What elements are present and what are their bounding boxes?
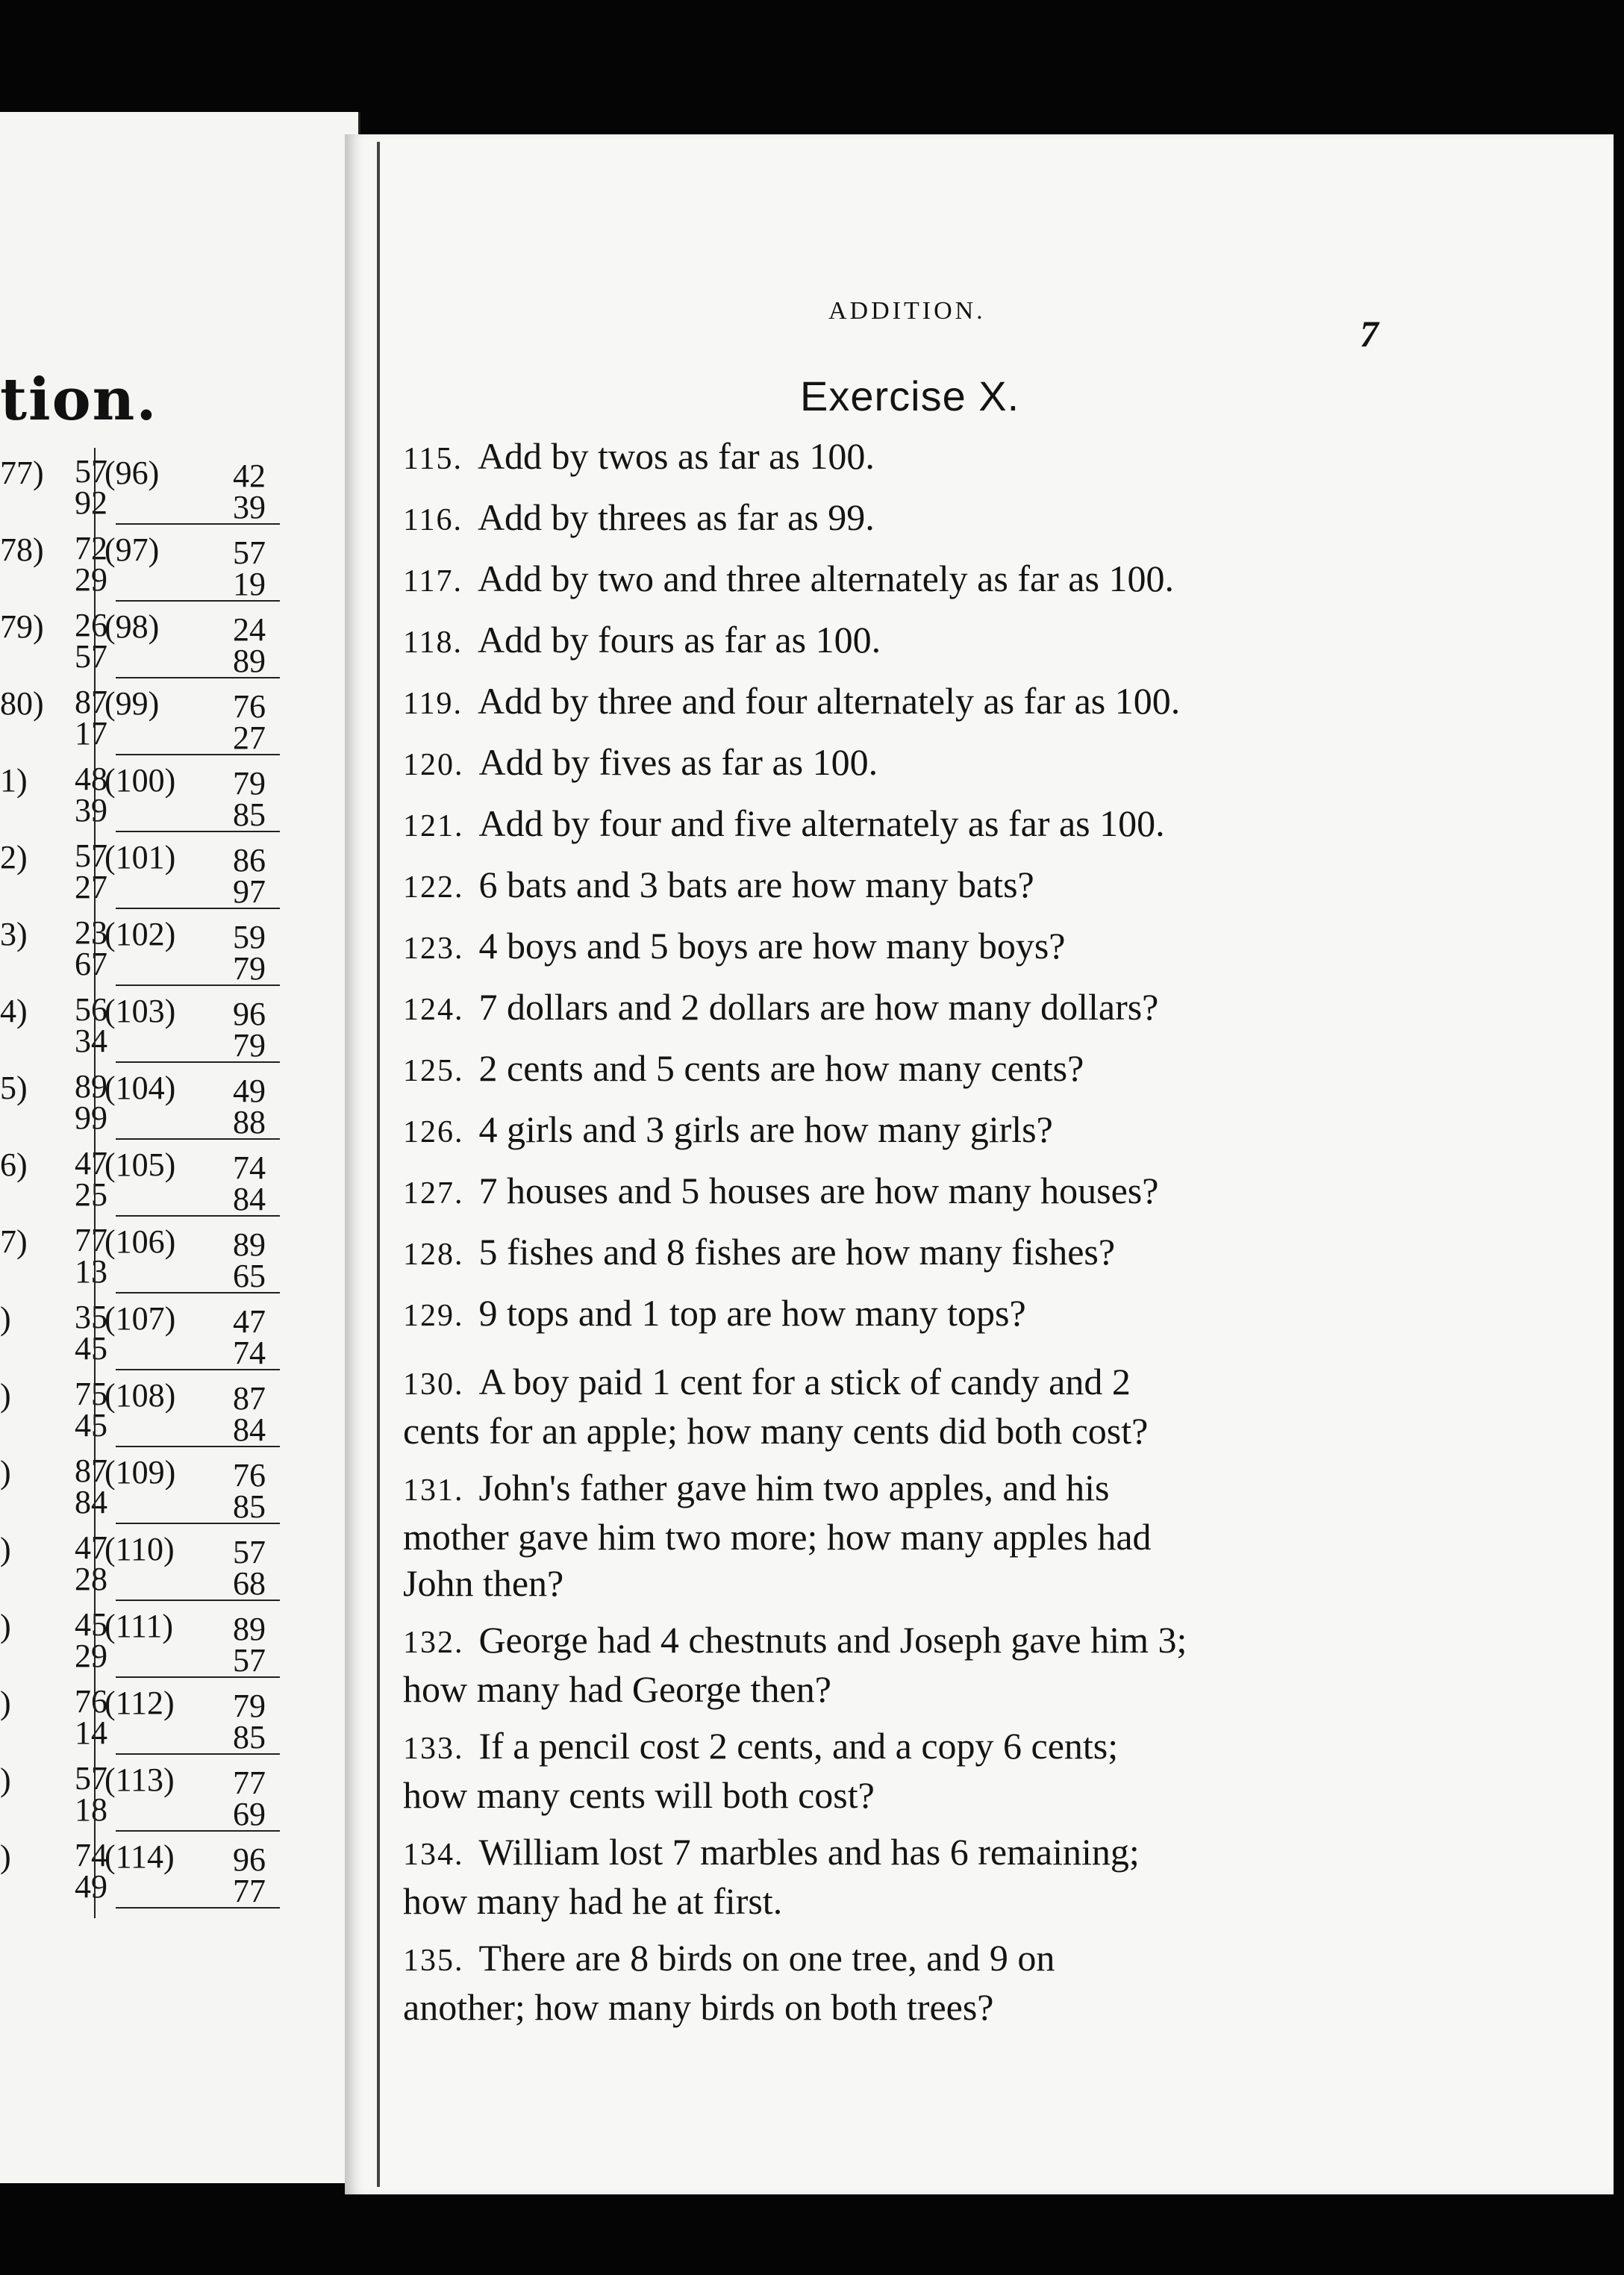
problem-text-line: 6 bats and 3 bats are how many bats? <box>478 864 1034 905</box>
table-value-a-top: 75 <box>75 1376 107 1412</box>
table-row <box>0 755 358 832</box>
table-value-a-bottom: 49 <box>75 1868 107 1905</box>
table-label-b: (98) <box>104 608 160 645</box>
problem-item <box>403 1829 1373 1924</box>
problem-item <box>403 1358 1373 1454</box>
table-value-b-top: 79 <box>233 765 266 802</box>
table-label-a: ) <box>0 1454 11 1491</box>
problem-number: 119. <box>403 687 463 721</box>
table-value-b-top: 96 <box>233 1841 266 1878</box>
table-value-a-top: 45 <box>75 1606 107 1643</box>
problem-item <box>403 1045 1373 1106</box>
table-label-a: 77) <box>0 455 44 491</box>
problem-item <box>403 984 1373 1045</box>
table-label-b: (102) <box>104 916 176 952</box>
table-label-b: (110) <box>104 1531 175 1567</box>
table-value-b-bottom: 27 <box>233 720 266 756</box>
table-value-a-bottom: 27 <box>75 869 107 905</box>
table-label-a: ) <box>0 1377 11 1414</box>
table-value-b-top: 49 <box>233 1073 266 1109</box>
table-label-a: ) <box>0 1838 11 1875</box>
problem-number: 122. <box>403 870 464 905</box>
problem-text-line: another; how many birds on both trees? <box>403 1986 994 2028</box>
table-value-b-top: 77 <box>233 1764 266 1801</box>
problem-number: 133. <box>403 1732 464 1766</box>
problem-text-line: Add by two and three alternately as far as 100. <box>477 558 1174 599</box>
problem-item <box>403 1617 1373 1712</box>
problem-number: 129. <box>403 1299 464 1333</box>
problem-text-line: cents for an apple; how many cents did both cost? <box>403 1410 1149 1452</box>
problem-text-line: Add by twos as far as 100. <box>477 435 875 477</box>
table-label-b: (100) <box>104 762 176 799</box>
table-row <box>0 602 358 678</box>
table-row <box>0 909 358 986</box>
table-value-b-bottom: 85 <box>233 796 266 833</box>
table-rule <box>116 1907 280 1909</box>
table-label-b: (103) <box>104 993 176 1029</box>
table-value-b-bottom: 97 <box>233 873 266 910</box>
table-value-b-top: 89 <box>233 1611 266 1647</box>
table-label-b: (112) <box>104 1685 175 1721</box>
table-value-b-top: 86 <box>233 842 266 879</box>
table-column-divider <box>94 448 96 1918</box>
table-value-b-bottom: 84 <box>233 1181 266 1217</box>
table-value-b-top: 57 <box>233 1534 266 1570</box>
table-label-a: 5) <box>0 1070 28 1106</box>
problem-number: 124. <box>403 993 464 1027</box>
table-value-a-bottom: 18 <box>75 1791 107 1828</box>
problem-item <box>403 617 1373 678</box>
problem-text-line: John's father gave him two apples, and his <box>478 1467 1110 1508</box>
table-value-b-bottom: 79 <box>233 1027 266 1064</box>
problem-number: 126. <box>403 1115 464 1149</box>
table-value-b-bottom: 68 <box>233 1565 266 1602</box>
problem-item <box>403 1290 1373 1351</box>
table-value-a-top: 48 <box>75 761 107 797</box>
problem-number: 128. <box>403 1238 464 1272</box>
problem-number: 127. <box>403 1176 464 1211</box>
table-label-a: ) <box>0 1300 11 1337</box>
table-label-a: ) <box>0 1685 11 1721</box>
problem-item <box>403 861 1373 923</box>
problem-number: 134. <box>403 1838 464 1872</box>
table-label-a: 1) <box>0 762 28 799</box>
problem-item <box>403 494 1373 555</box>
table-value-b-bottom: 74 <box>233 1335 266 1371</box>
page-gutter <box>377 142 380 2187</box>
table-value-b-top: 76 <box>233 1457 266 1494</box>
problem-number: 115. <box>403 442 463 476</box>
problem-text-line: 2 cents and 5 cents are how many cents? <box>478 1047 1084 1089</box>
problem-text-line: Add by three and four alternately as far as 100. <box>477 680 1181 722</box>
table-value-a-top: 74 <box>75 1837 107 1873</box>
table-value-a-bottom: 29 <box>75 561 107 598</box>
table-label-b: (114) <box>104 1838 175 1875</box>
table-value-b-bottom: 84 <box>233 1411 266 1448</box>
table-value-a-bottom: 57 <box>75 638 107 675</box>
table-row <box>0 1524 358 1601</box>
table-value-b-bottom: 85 <box>233 1488 266 1525</box>
problem-item <box>403 1106 1373 1167</box>
table-label-b: (107) <box>104 1300 176 1337</box>
table-label-a: 4) <box>0 993 28 1029</box>
table-value-a-bottom: 84 <box>75 1484 107 1520</box>
table-value-b-bottom: 69 <box>233 1796 266 1832</box>
left-page-heading: tion. <box>0 366 158 434</box>
table-row <box>0 1140 358 1217</box>
problem-text-line: Add by fours as far as 100. <box>477 619 881 661</box>
table-value-b-top: 89 <box>233 1226 266 1263</box>
table-value-a-bottom: 28 <box>75 1561 107 1597</box>
problem-text-line: mother gave him two more; how many apples had <box>403 1516 1152 1558</box>
problem-number: 131. <box>403 1473 464 1508</box>
table-label-b: (99) <box>104 685 160 722</box>
table-value-a-bottom: 29 <box>75 1638 107 1674</box>
problem-text-line: how many had George then? <box>403 1668 831 1710</box>
problem-text-line: 4 girls and 3 girls are how many girls? <box>478 1108 1053 1150</box>
problem-number: 130. <box>403 1367 464 1402</box>
problem-text-line: 9 tops and 1 top are how many tops? <box>478 1292 1026 1334</box>
problem-item <box>403 555 1373 617</box>
table-row <box>0 986 358 1063</box>
table-value-a-bottom: 14 <box>75 1714 107 1751</box>
table-value-a-top: 57 <box>75 837 107 874</box>
problem-text-line: George had 4 chestnuts and Joseph gave him 3; <box>478 1619 1187 1661</box>
running-head: ADDITION. <box>828 297 986 325</box>
problem-item <box>403 923 1373 984</box>
problem-item <box>403 1167 1373 1229</box>
table-value-a-bottom: 45 <box>75 1407 107 1444</box>
table-value-a-bottom: 45 <box>75 1330 107 1367</box>
problem-text-line: Add by threes as far as 99. <box>477 496 875 538</box>
table-row <box>0 1063 358 1140</box>
problem-number: 116. <box>403 503 463 537</box>
problem-text-line: Add by four and five alternately as far as 100. <box>478 802 1165 844</box>
problem-item <box>403 1229 1373 1290</box>
problem-text-line: If a pencil cost 2 cents, and a copy 6 cents; <box>478 1725 1119 1767</box>
problem-item <box>403 739 1373 800</box>
table-label-b: (96) <box>104 455 160 491</box>
table-label-b: (113) <box>104 1761 175 1798</box>
problem-item <box>403 800 1373 861</box>
table-value-a-top: 77 <box>75 1222 107 1258</box>
table-value-a-top: 23 <box>75 914 107 951</box>
table-value-b-top: 79 <box>233 1688 266 1724</box>
table-value-b-bottom: 85 <box>233 1719 266 1756</box>
table-value-b-top: 76 <box>233 688 266 725</box>
problem-text-line: how many cents will both cost? <box>403 1774 875 1816</box>
table-value-b-bottom: 57 <box>233 1642 266 1679</box>
table-row <box>0 1370 358 1447</box>
table-value-b-bottom: 79 <box>233 950 266 987</box>
problem-number: 121. <box>403 809 464 843</box>
problem-item <box>403 1464 1373 1606</box>
problem-text-line: 4 boys and 5 boys are how many boys? <box>478 925 1066 967</box>
table-row <box>0 1755 358 1832</box>
table-value-a-top: 56 <box>75 991 107 1028</box>
problem-text-line: 7 houses and 5 houses are how many houses? <box>478 1170 1159 1211</box>
problem-text-line: 7 dollars and 2 dollars are how many dollars? <box>478 986 1159 1028</box>
left-addition-table <box>0 448 358 1909</box>
table-label-a: 80) <box>0 685 44 722</box>
table-value-a-bottom: 92 <box>75 484 107 521</box>
table-value-b-top: 57 <box>233 534 266 571</box>
table-value-a-top: 26 <box>75 607 107 643</box>
problem-text-line: 5 fishes and 8 fishes are how many fishes? <box>478 1231 1116 1273</box>
table-label-a: 79) <box>0 608 44 645</box>
table-row <box>0 1293 358 1370</box>
table-value-a-top: 35 <box>75 1299 107 1335</box>
problem-item <box>403 1935 1373 2030</box>
table-row <box>0 832 358 909</box>
table-value-b-bottom: 88 <box>233 1104 266 1140</box>
table-value-a-bottom: 67 <box>75 946 107 982</box>
table-value-a-bottom: 25 <box>75 1176 107 1213</box>
table-value-b-top: 87 <box>233 1380 266 1417</box>
table-label-a: ) <box>0 1531 11 1567</box>
table-label-a: 6) <box>0 1146 28 1183</box>
table-value-a-bottom: 34 <box>75 1023 107 1059</box>
page-number: 7 <box>1360 313 1378 355</box>
table-label-a: ) <box>0 1761 11 1798</box>
table-value-b-top: 96 <box>233 996 266 1032</box>
problem-item <box>403 678 1373 739</box>
table-value-b-bottom: 77 <box>233 1873 266 1909</box>
problem-item <box>403 433 1373 494</box>
table-value-b-top: 47 <box>233 1303 266 1340</box>
table-row <box>0 678 358 755</box>
table-value-b-bottom: 39 <box>233 489 266 525</box>
table-value-a-top: 76 <box>75 1683 107 1720</box>
table-label-b: (104) <box>104 1070 176 1106</box>
table-value-b-bottom: 65 <box>233 1258 266 1294</box>
table-value-b-top: 24 <box>233 611 266 648</box>
problem-number: 132. <box>403 1626 464 1660</box>
table-value-a-top: 57 <box>75 1760 107 1797</box>
table-row <box>0 1217 358 1293</box>
table-label-a: 78) <box>0 531 44 568</box>
table-value-b-bottom: 89 <box>233 643 266 679</box>
table-label-a: ) <box>0 1608 11 1644</box>
problem-text-line: William lost 7 marbles and has 6 remaining; <box>478 1831 1140 1873</box>
table-label-a: 3) <box>0 916 28 952</box>
problem-text-line: Add by fives as far as 100. <box>478 741 878 783</box>
table-row <box>0 1678 358 1755</box>
table-value-a-top: 89 <box>75 1068 107 1105</box>
table-label-a: 7) <box>0 1223 28 1260</box>
table-value-a-top: 57 <box>75 453 107 490</box>
table-label-b: (106) <box>104 1223 176 1260</box>
table-value-a-top: 47 <box>75 1529 107 1566</box>
table-value-b-bottom: 19 <box>233 566 266 602</box>
table-label-b: (97) <box>104 531 160 568</box>
table-row <box>0 525 358 602</box>
problem-item <box>403 1723 1373 1818</box>
problem-number: 125. <box>403 1054 464 1088</box>
problem-text-line: how many had he at first. <box>403 1880 783 1922</box>
table-label-b: (108) <box>104 1377 176 1414</box>
table-label-b: (105) <box>104 1146 176 1183</box>
table-value-a-top: 87 <box>75 684 107 720</box>
table-value-b-top: 74 <box>233 1149 266 1186</box>
table-row <box>0 448 358 525</box>
table-row <box>0 1601 358 1678</box>
table-value-a-bottom: 13 <box>75 1253 107 1290</box>
table-value-a-top: 87 <box>75 1452 107 1489</box>
table-value-a-bottom: 99 <box>75 1099 107 1136</box>
table-value-a-bottom: 17 <box>75 715 107 752</box>
table-row <box>0 1832 358 1909</box>
problem-text-line: John then? <box>403 1562 564 1604</box>
table-label-b: (111) <box>104 1608 174 1644</box>
table-value-a-top: 72 <box>75 530 107 567</box>
problem-number: 118. <box>403 625 463 660</box>
table-row <box>0 1447 358 1524</box>
table-label-b: (101) <box>104 839 176 876</box>
table-value-b-top: 42 <box>233 458 266 494</box>
table-label-b: (109) <box>104 1454 176 1491</box>
problem-text-line: A boy paid 1 cent for a stick of candy and 2 <box>478 1361 1131 1402</box>
problem-number: 135. <box>403 1944 464 1978</box>
exercise-title: Exercise X. <box>800 372 1020 419</box>
problem-number: 120. <box>403 748 464 782</box>
problem-number: 123. <box>403 931 464 966</box>
problem-number: 117. <box>403 564 463 599</box>
table-value-b-top: 59 <box>233 919 266 955</box>
table-value-a-bottom: 39 <box>75 792 107 828</box>
problem-list <box>403 433 1373 2041</box>
problem-text-line: There are 8 birds on one tree, and 9 on <box>478 1937 1055 1979</box>
table-label-a: 2) <box>0 839 28 876</box>
table-value-a-top: 47 <box>75 1145 107 1182</box>
